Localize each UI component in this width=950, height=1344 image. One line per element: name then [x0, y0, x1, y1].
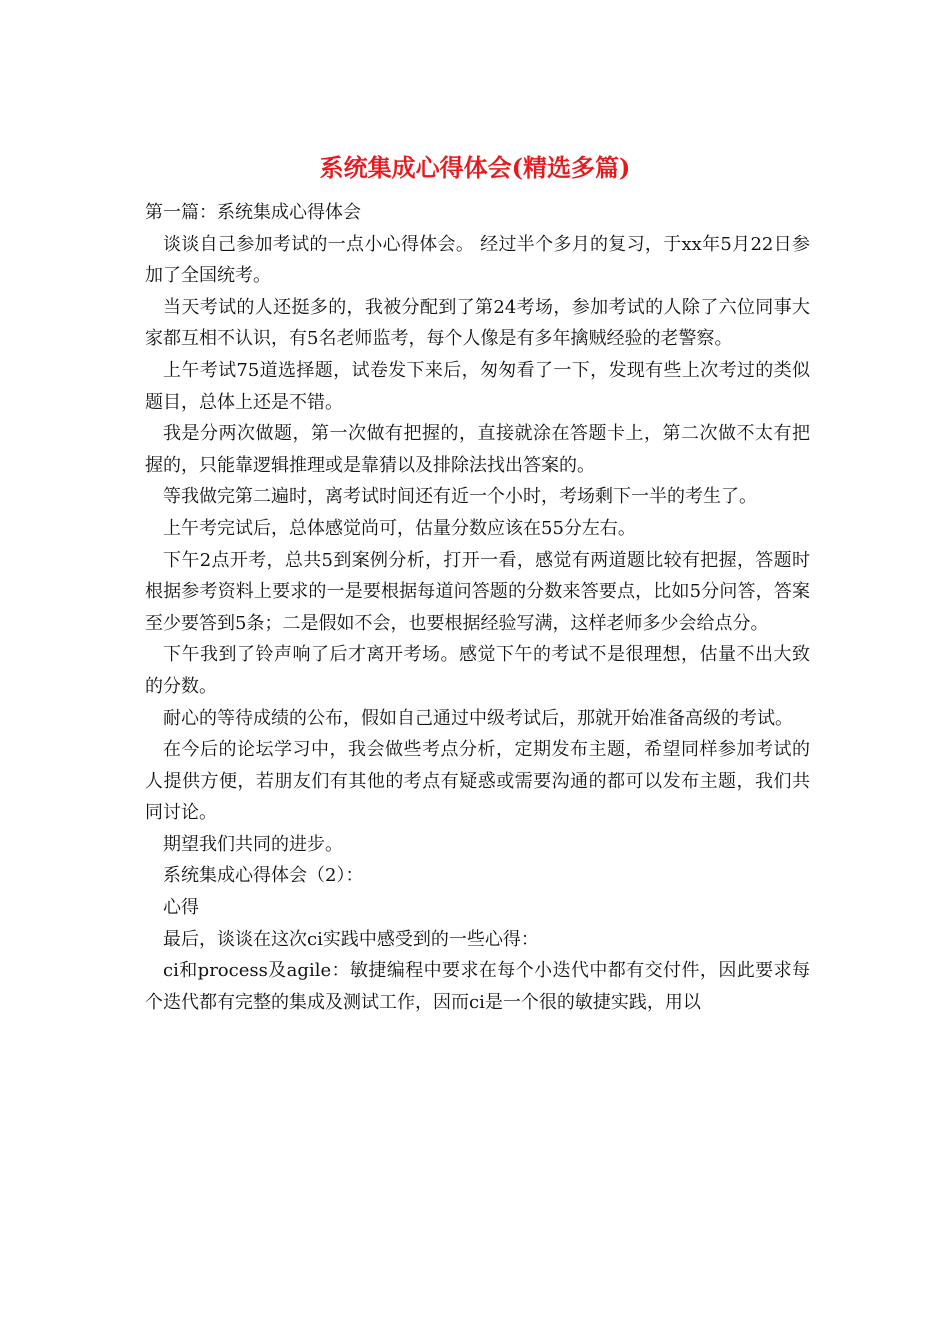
- document-body: [145, 197, 810, 1018]
- paragraph: 我是分两次做题，第一次做有把握的，直接就涂在答题卡上，第二次做不太有把握的，只能靠逻辑推理或是靠猜以及排除法找出答案的。: [145, 423, 810, 476]
- paragraph: 下午2点开考，总共5到案例分析，打开一看，感觉有两道题比较有把握，答题时根据参考资料上要求的一是要根据每道问答题的分数来答要点，比如5分问答，答案至少要答到5条；二是假如不会，也要根据经验写满，这样老师多少会给点分。: [145, 549, 810, 634]
- document-title: 系统集成心得体会(精选多篇): [319, 153, 631, 182]
- paragraph: ci和process及agile：敏捷编程中要求在每个小迭代中都有交付件，因此要求每个迭代都有完整的集成及测试工作，因而ci是一个很的敏捷实践，用以: [145, 960, 810, 1013]
- subsection-heading: 系统集成心得体会（2）：: [163, 865, 364, 887]
- paragraph: 期望我们共同的进步。: [163, 833, 343, 855]
- paragraph: 下午我到了铃声响了后才离开考场。感觉下午的考试不是很理想，估量不出大致的分数。: [145, 644, 810, 697]
- paragraph: 最后，谈谈在这次ci实践中感受到的一些心得：: [163, 928, 539, 950]
- paragraph: 谈谈自己参加考试的一点小心得体会。 经过半个多月的复习，于xx年5月22日参加了全国统考。: [145, 233, 810, 287]
- paragraph: 上午考试75道选择题，试卷发下来后，匆匆看了一下，发现有些上次考过的类似题目，总体上还是不错。: [145, 359, 810, 413]
- subsection-heading: 心得: [163, 897, 199, 919]
- paragraph: 当天考试的人还挺多的，我被分配到了第24考场，参加考试的人除了六位同事大家都互相不认识，有5名老师监考，每个人像是有多年擒贼经验的老警察。: [145, 296, 810, 350]
- section-heading: 第一篇：系统集成心得体会: [145, 202, 361, 223]
- paragraph: 在今后的论坛学习中，我会做些考点分析，定期发布主题，希望同样参加考试的人提供方便，若朋友们有其他的考点有疑惑或需要沟通的都可以发布主题，我们共同讨论。: [145, 739, 810, 824]
- paragraph: 上午考完试后，总体感觉尚可，估量分数应该在55分左右。: [163, 517, 636, 539]
- paragraph: 等我做完第二遍时，离考试时间还有近一个小时，考场剩下一半的考生了。: [163, 486, 757, 508]
- paragraph: 耐心的等待成绩的公布，假如自己通过中级考试后，那就开始准备高级的考试。: [163, 707, 793, 729]
